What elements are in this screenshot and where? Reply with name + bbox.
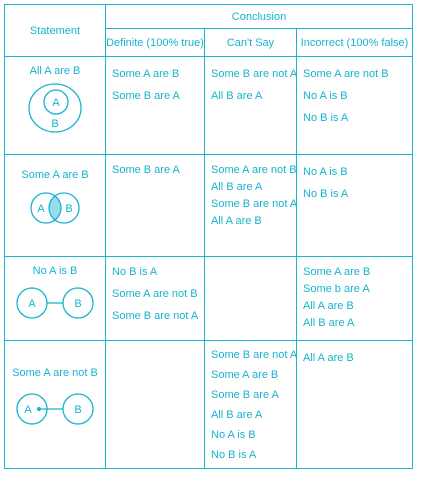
- statement-text: All A are B: [29, 65, 81, 77]
- conclusion-text: Some B are not A: [112, 310, 199, 322]
- conclusion-text: Some A are not B: [112, 288, 198, 300]
- statement-cell: [5, 341, 106, 469]
- conclusion-text: Some B are not A: [211, 198, 298, 210]
- cant-say-cell: [205, 57, 297, 155]
- conclusion-text: No A is B: [303, 166, 348, 178]
- label-a: A: [24, 404, 32, 416]
- conclusion-text: Some b are A: [303, 283, 370, 295]
- conclusion-header: Conclusion: [106, 5, 413, 29]
- conclusion-text: All A are B: [211, 215, 262, 227]
- conclusion-text: No B is A: [303, 188, 349, 200]
- table-row: [5, 155, 413, 257]
- definite-header: Definite (100% true): [106, 29, 205, 57]
- table-row: [5, 57, 413, 155]
- statement-cell: [5, 257, 106, 341]
- statement-text: Some A are B: [21, 169, 89, 181]
- incorrect-cell: [297, 155, 413, 257]
- conclusion-text: All B are A: [211, 181, 263, 193]
- incorrect-cell: [297, 257, 413, 341]
- conclusion-text: Some B are not A: [211, 349, 298, 361]
- conclusion-text: No B is A: [112, 266, 158, 278]
- cant-say-header: Can't Say: [205, 29, 297, 57]
- conclusion-text: Some B are not A: [211, 68, 298, 80]
- cant-say-cell: [205, 257, 297, 341]
- incorrect-cell: [297, 341, 413, 469]
- definite-cell: [106, 257, 205, 341]
- table-row: [5, 257, 413, 341]
- statement-cell: [5, 155, 106, 257]
- label-a: A: [52, 97, 60, 109]
- statement-header: Statement: [5, 5, 106, 57]
- table-row: [5, 341, 413, 469]
- label-b: B: [74, 298, 82, 310]
- statement-text: Some A are not B: [12, 367, 98, 379]
- conclusion-text: All B are A: [211, 90, 263, 102]
- partial-exclusion-diagram: [13, 387, 97, 431]
- statement-cell: [5, 57, 106, 155]
- label-b: B: [74, 404, 82, 416]
- incorrect-cell: [297, 57, 413, 155]
- conclusion-text: All A are B: [303, 300, 354, 312]
- conclusion-text: Some B are A: [211, 389, 279, 401]
- definite-cell: [106, 155, 205, 257]
- conclusion-text: Some A are not B: [211, 164, 297, 176]
- conclusion-text: Some A are not B: [303, 68, 389, 80]
- conclusion-text: Some B are A: [112, 90, 180, 102]
- conclusion-text: No B is A: [211, 449, 257, 461]
- statement-text: No A is B: [32, 265, 78, 277]
- conclusion-text: No B is A: [303, 112, 349, 124]
- header-row: [5, 5, 413, 29]
- conclusion-text: Some A are B: [303, 266, 371, 278]
- conclusion-text: All B are A: [211, 409, 263, 421]
- incorrect-header: Incorrect (100% false): [297, 29, 413, 57]
- conclusion-text: All B are A: [303, 317, 355, 329]
- syllogism-table: [4, 4, 413, 469]
- label-b: B: [65, 203, 73, 215]
- conclusion-text: Some A are B: [211, 369, 279, 381]
- label-a: A: [37, 203, 45, 215]
- conclusion-text: No A is B: [303, 90, 348, 102]
- label-b: B: [51, 118, 59, 130]
- overlap-venn-diagram: [22, 185, 88, 231]
- disjoint-diagram: [13, 281, 97, 325]
- cant-say-cell: [205, 155, 297, 257]
- subset-venn-diagram: [25, 81, 85, 135]
- cant-say-cell: [205, 341, 297, 469]
- conclusion-text: All A are B: [303, 352, 354, 364]
- conclusion-text: No A is B: [211, 429, 256, 441]
- label-a: A: [28, 298, 36, 310]
- definite-cell: [106, 57, 205, 155]
- conclusion-text: Some B are A: [112, 164, 180, 176]
- definite-cell: [106, 341, 205, 469]
- conclusion-text: Some A are B: [112, 68, 180, 80]
